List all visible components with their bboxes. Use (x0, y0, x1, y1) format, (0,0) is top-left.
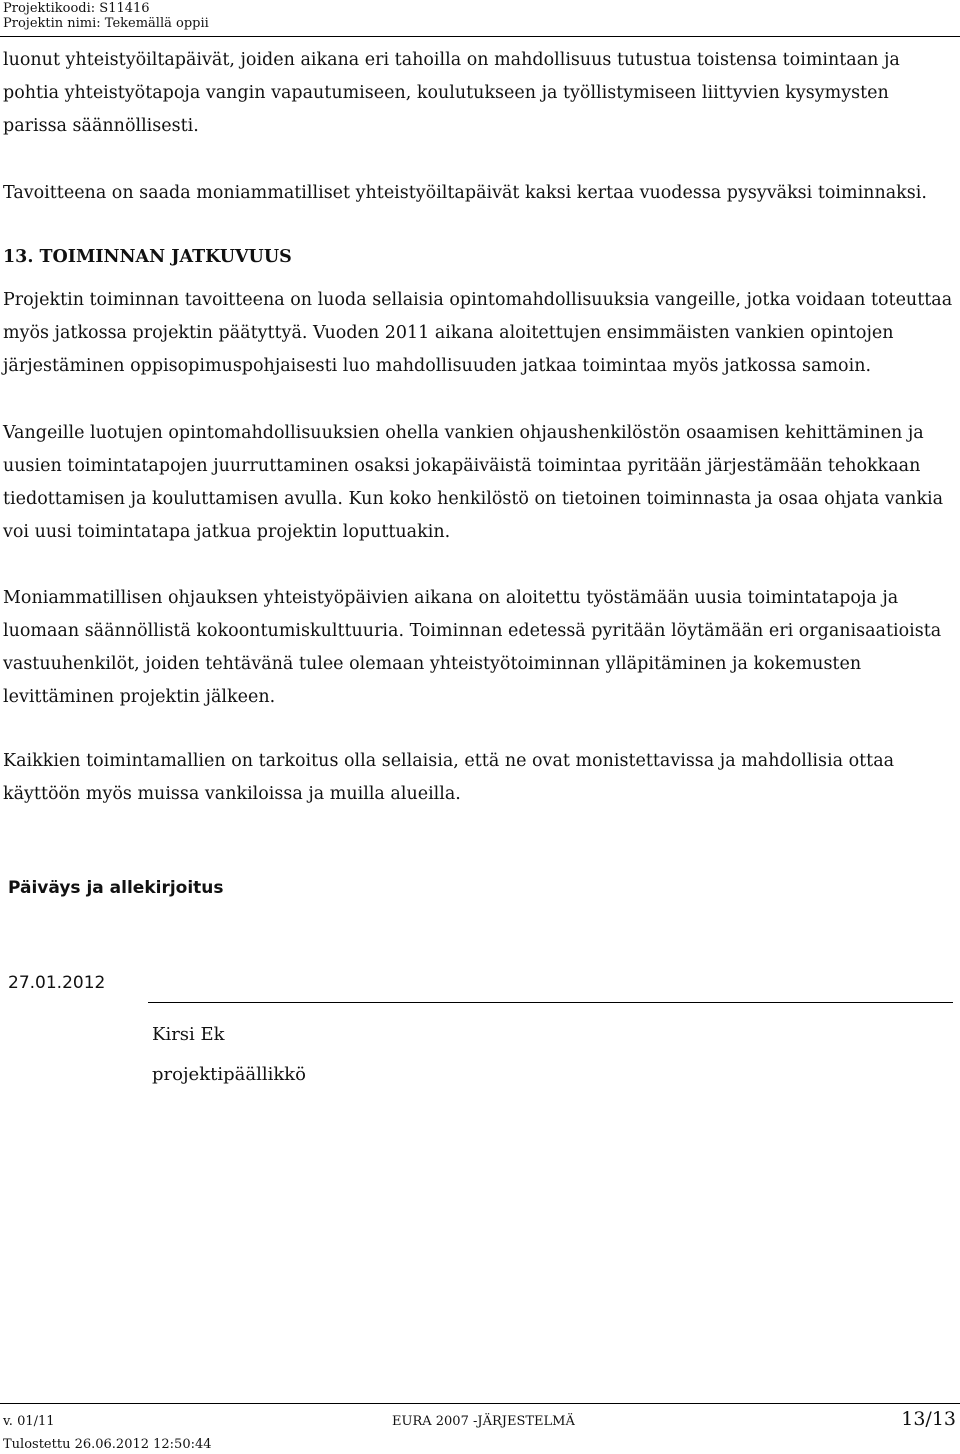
signature-date: 27.01.2012 (8, 973, 106, 993)
signer-name: Kirsi Ek (152, 1024, 225, 1045)
paragraph-continuity: Projektin toiminnan tavoitteena on luoda sellaisia opintomahdollisuuksia vangeille, jotka voidaan toteuttaa myös jatkossa projektin päätyttyä. Vuoden 2011 aikana aloitettujen ensimmäisten vankien opintojen järjestäminen oppisopimuspohjaisesti luo mahdollisuuden jatkaa toimintaa myös jatkossa samoin. (3, 290, 953, 376)
project-name: Projektin nimi: Tekemällä oppii (3, 16, 209, 31)
paragraph-models: Kaikkien toimintamallien on tarkoitus olla sellaisia, että ne ovat monistettavissa ja mahdollisia ottaa käyttöön myös muissa vankiloissa ja muilla alueilla. (3, 751, 895, 804)
header-divider (0, 36, 960, 37)
paragraph-goal: Tavoitteena on saada moniammatilliset yhteistyöiltapäivät kaksi kertaa vuodessa pysyväksi toiminnaksi. (3, 183, 927, 203)
signature-heading: Päiväys ja allekirjoitus (8, 878, 224, 898)
footer-version: v. 01/11 (3, 1414, 55, 1429)
project-code: Projektikoodi: S11416 (3, 1, 150, 16)
signer-title: projektipäällikkö (152, 1064, 307, 1085)
page-number: 13/13 (901, 1408, 956, 1430)
footer-system: EURA 2007 -JÄRJESTELMÄ (392, 1414, 575, 1429)
paragraph-staff-training: Vangeille luotujen opintomahdollisuuksien ohella vankien ohjaushenkilöstön osaamisen kehittäminen ja uusien toimintatapojen juurruttaminen osaksi jokapäiväistä toimintaa pyritään järjestämään tehokkaan tiedottamisen ja kouluttamisen avulla. Kun koko henkilöstö on tietoinen toiminnasta ja osaa ohjata vankia voi uusi toimintatapa jatkua projektin loputtuakin. (3, 423, 944, 542)
paragraph-intro-continuation: luonut yhteistyöiltapäivät, joiden aikana eri tahoilla on mahdollisuus tutustua toistensa toimintaan ja pohtia yhteistyötapoja vangin vapautumiseen, koulutukseen ja työllistymiseen liittyvien kysymysten parissa säännöllisesti. (3, 50, 900, 136)
paragraph-cooperation-days: Moniammatillisen ohjauksen yhteistyöpäivien aikana on aloitettu työstämään uusia toimintatapoja ja luomaan säännöllistä kokoontumiskulttuuria. Toiminnan edetessä pyritään löytämään eri organisaatioista vastuuhenkilöt, joiden tehtävänä tulee olemaan yhteistyötoiminnan ylläpitäminen ja kokemusten levittäminen projektin jälkeen. (3, 588, 942, 707)
footer-divider (0, 1403, 960, 1404)
print-timestamp: Tulostettu 26.06.2012 12:50:44 (3, 1437, 212, 1452)
section-heading: 13. TOIMINNAN JATKUVUUS (3, 247, 292, 267)
signature-line (148, 1002, 953, 1003)
